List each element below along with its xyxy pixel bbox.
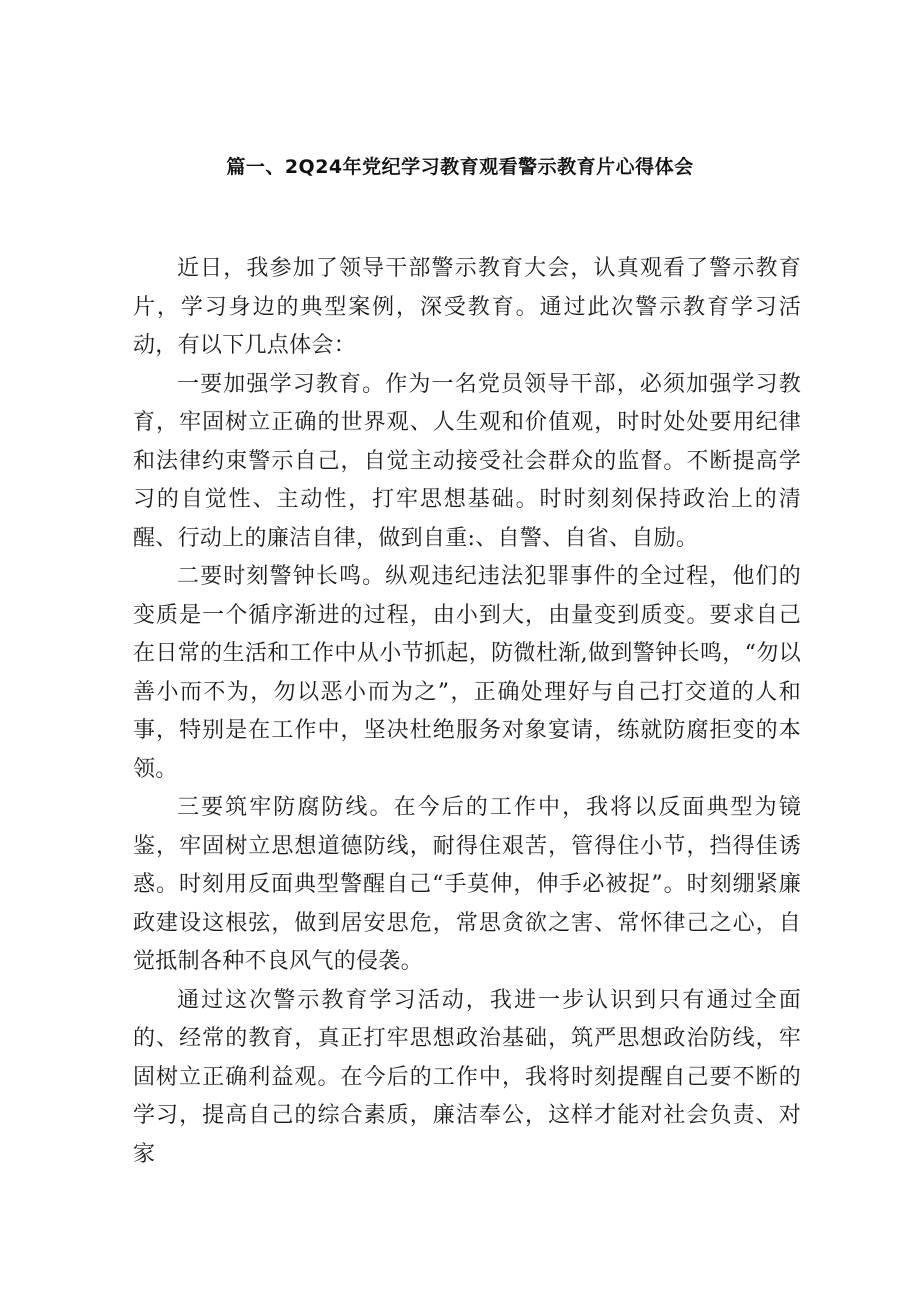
paragraph-point-three: 三要筑牢防腐防线。在今后的工作中，我将以反面典型为镜鉴，牢固树立思想道德防线，耐得住艰苦，管得住小节，挡得佳诱惑。时刻用反面典型警醒自己“手莫伸，伸手必被捉”。时刻绷紧廉政建设这根弦，做到居安思危，常思贪欲之害、常怀律己之心，自觉抵制各种不良风气的侵袭。 [133,795,801,974]
document-body [133,250,801,1174]
paragraph-conclusion: 通过这次警示教育学习活动，我进一步认识到只有通过全面的、经常的教育，真正打牢思想政治基础，筑严思想政治防线，牢固树立正确利益观。在今后的工作中，我将时刻提醒自己要不断的学习，提高自己的综合素质，廉洁奉公，这样才能对社会负责、对家 [133,987,801,1167]
paragraph-point-one: 一要加强学习教育。作为一名党员领导干部，必须加强学习教育，牢固树立正确的世界观、人生观和价值观，时时处处要用纪律和法律约束警示自己，自觉主动接受社会群众的监督。不断提高学习的自觉性、主动性，打牢思想基础。时时刻刻保持政治上的清醒、行动上的廉洁自律，做到自重:、自警、自省、自励。 [133,371,801,551]
document-title: 篇一、2Q24年党纪学习教育观看警示教育片心得体会 [226,156,694,178]
paragraph-point-two: 二要时刻警钟长鸣。纵观违纪违法犯罪事件的全过程，他们的变质是一个循序渐进的过程，由小到大，由量变到质变。要求自己在日常的生活和工作中从小节抓起，防微杜渐,做到警钟长鸣，“勿以善小而不为，勿以恶小而为之”，正确处理好与自己打交道的人和事，特别是在工作中，坚决杜绝服务对象宴请，练就防腐拒变的本领。 [133,564,801,782]
paragraph-intro: 近日，我参加了领导干部警示教育大会，认真观看了警示教育片，学习身边的典型案例，深受教育。通过此次警示教育学习活动，有以下几点体会： [133,256,801,358]
